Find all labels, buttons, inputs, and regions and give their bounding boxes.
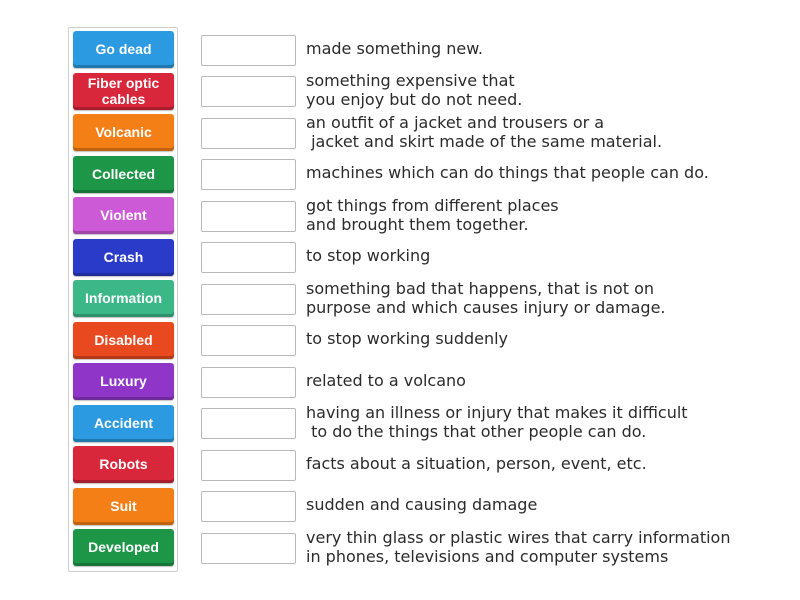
tile-go-dead[interactable]: [73, 31, 174, 68]
drop-slot[interactable]: [201, 118, 296, 149]
definition-text: sudden and causing damage: [306, 495, 538, 515]
definition-text: machines which can do things that people can do.: [306, 163, 709, 183]
drop-slot[interactable]: [201, 325, 296, 356]
drop-slot[interactable]: [201, 201, 296, 232]
definition-text: having an illness or injury that makes it difficult to do the things that other people can do.: [306, 402, 688, 441]
definition-text: an outfit of a jacket and trousers or a jacket and skirt made of the same material.: [306, 112, 663, 151]
drop-slot[interactable]: [201, 533, 296, 564]
tile-label: Fiber optic cables: [87, 74, 160, 107]
definition-text: to stop working: [306, 246, 431, 266]
drop-slot[interactable]: [201, 159, 296, 190]
definition-text: made something new.: [306, 39, 483, 59]
tile-disabled[interactable]: [73, 322, 174, 359]
tile-collected[interactable]: [73, 156, 174, 193]
definition-text: very thin glass or plastic wires that carry information in phones, televisions and computer systems: [306, 527, 731, 566]
drop-slot[interactable]: [201, 35, 296, 66]
tile-accident[interactable]: [73, 405, 174, 442]
tile-label: Luxury: [100, 372, 147, 389]
tile-label: Information: [85, 289, 162, 306]
definition-text: something bad that happens, that is not on purpose and which causes injury or damage.: [306, 278, 666, 317]
definition-text: facts about a situation, person, event, etc.: [306, 454, 647, 474]
tile-luxury[interactable]: [73, 363, 174, 400]
definition-text: to stop working suddenly: [306, 329, 509, 349]
tile-fiber-optic-cables[interactable]: [73, 73, 174, 110]
tile-label: Crash: [103, 248, 144, 265]
definition-text: got things from different places and brought them together.: [306, 195, 559, 234]
drop-slot[interactable]: [201, 450, 296, 481]
drop-slot[interactable]: [201, 408, 296, 439]
definition-text: related to a volcano: [306, 371, 466, 391]
tile-suit[interactable]: [73, 488, 174, 525]
tile-developed[interactable]: [73, 529, 174, 566]
tile-label: Accident: [93, 414, 154, 431]
tile-volcanic[interactable]: [73, 114, 174, 151]
tile-robots[interactable]: [73, 446, 174, 483]
tile-label: Developed: [88, 538, 159, 555]
tile-information[interactable]: [73, 280, 174, 317]
drop-slot[interactable]: [201, 76, 296, 107]
tile-crash[interactable]: [73, 239, 174, 276]
tile-label: Go dead: [95, 40, 152, 57]
tile-label: Collected: [91, 165, 155, 182]
definition-text: something expensive that you enjoy but do not need.: [306, 70, 523, 109]
drop-slot[interactable]: [201, 367, 296, 398]
tile-label: Suit: [110, 497, 137, 514]
tile-label: Robots: [99, 455, 148, 472]
drop-slot[interactable]: [201, 284, 296, 315]
drop-slot[interactable]: [201, 242, 296, 273]
tile-label: Violent: [100, 206, 147, 223]
drop-slot[interactable]: [201, 491, 296, 522]
tile-label: Disabled: [94, 331, 153, 348]
tile-violent[interactable]: [73, 197, 174, 234]
tile-label: Volcanic: [95, 123, 152, 140]
